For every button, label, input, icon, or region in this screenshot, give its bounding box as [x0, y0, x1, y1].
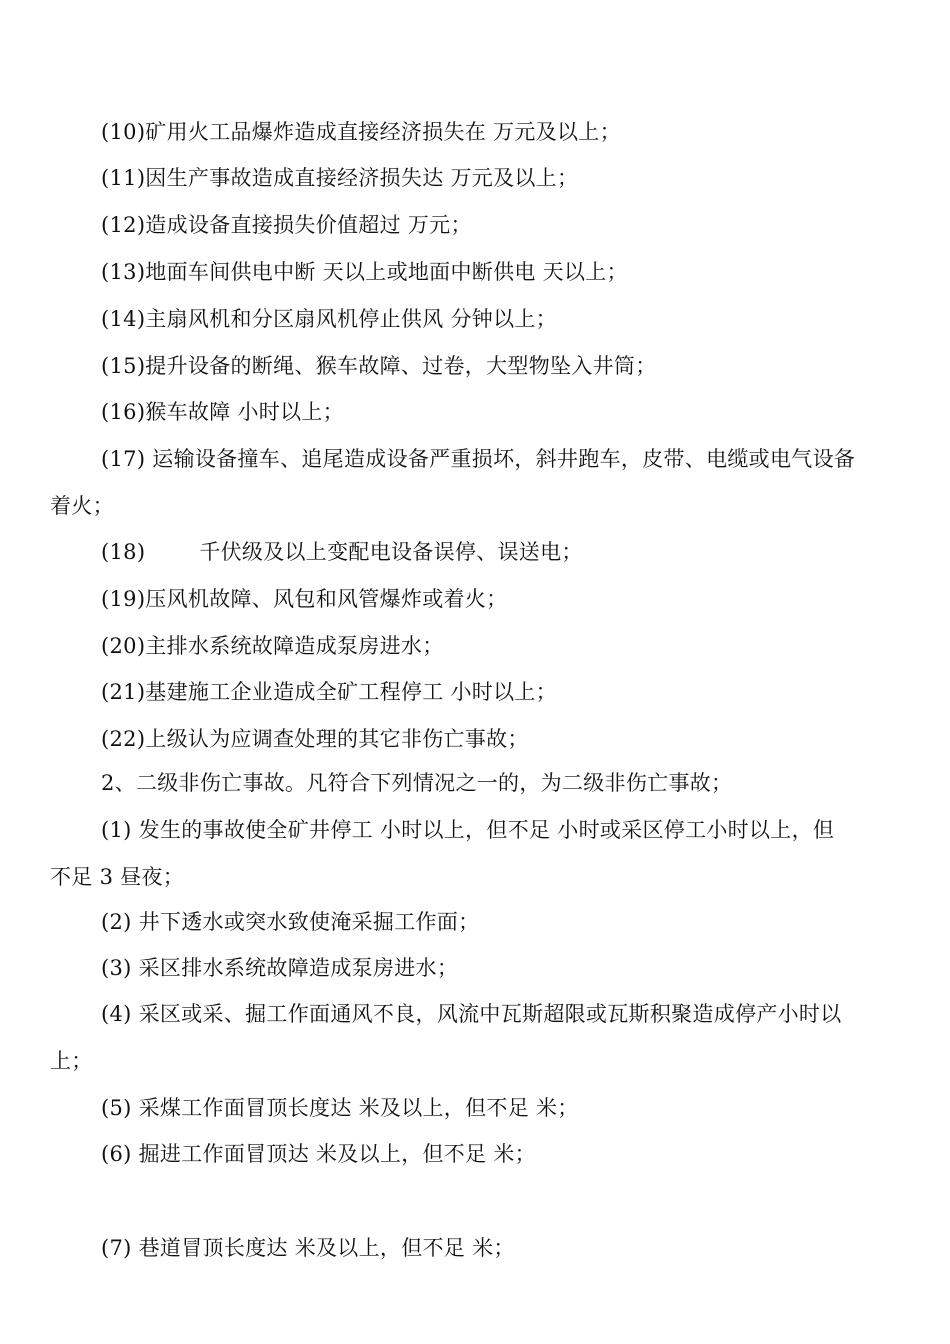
- paragraph-line: (3) 采区排水系统故障造成泵房进水；: [101, 956, 459, 980]
- paragraph-line: (14)主扇风机和分区扇风机停止供风 分钟以上；: [101, 307, 557, 331]
- paragraph-line: (2) 井下透水或突水致使淹采掘工作面；: [101, 910, 480, 934]
- paragraph-line: (12)造成设备直接损失价值超过 万元；: [101, 213, 472, 237]
- paragraph-line: (1) 发生的事故使全矿井停工 小时以上，但不足 小时或采区停工小时以上，但: [101, 818, 835, 842]
- paragraph-line: (4) 采区或采、掘工作面通风不良，风流中瓦斯超限或瓦斯积聚造成停产小时以: [101, 1002, 842, 1026]
- item-number: (18): [101, 540, 146, 564]
- item-text: 千伏级及以上变配电设备误停、误送电；: [199, 540, 583, 564]
- paragraph-line-continued: 不足 3 昼夜；: [50, 865, 185, 889]
- paragraph-line: (11)因生产事故造成直接经济损失达 万元及以上；: [101, 166, 579, 190]
- paragraph-line: (21)基建施工企业造成全矿工程停工 小时以上；: [101, 680, 557, 704]
- paragraph-line: (6) 掘进工作面冒顶达 米及以上，但不足 米；: [101, 1142, 536, 1166]
- paragraph-line: (15)提升设备的断绳、猴车故障、过卷，大型物坠入井筒；: [101, 354, 657, 378]
- paragraph-line: (17) 运输设备撞车、追尾造成设备严重损坏，斜井跑车，皮带、电缆或电气设备: [101, 447, 856, 471]
- paragraph-line-continued: 着火；: [50, 494, 114, 518]
- paragraph-line: [0, 537, 950, 567]
- paragraph-line: (10)矿用火工品爆炸造成直接经济损失在 万元及以上；: [101, 120, 621, 144]
- paragraph-line: (19)压风机故障、风包和风管爆炸或着火；: [101, 587, 508, 611]
- paragraph-line: (16)猴车故障 小时以上；: [101, 400, 344, 424]
- paragraph-line: (13)地面车间供电中断 天以上或地面中断供电 天以上；: [101, 260, 628, 284]
- paragraph-line: (5) 采煤工作面冒顶长度达 米及以上，但不足 米；: [101, 1096, 579, 1120]
- paragraph-line: (7) 巷道冒顶长度达 米及以上，但不足 米；: [101, 1236, 515, 1260]
- paragraph-line: (22)上级认为应调查处理的其它非伤亡事故；: [101, 727, 529, 751]
- paragraph-line: (20)主排水系统故障造成泵房进水；: [101, 634, 444, 658]
- paragraph-line-continued: 上；: [50, 1049, 93, 1073]
- section-heading: 2、二级非伤亡事故。凡符合下列情况之一的，为二级非伤亡事故；: [101, 771, 733, 795]
